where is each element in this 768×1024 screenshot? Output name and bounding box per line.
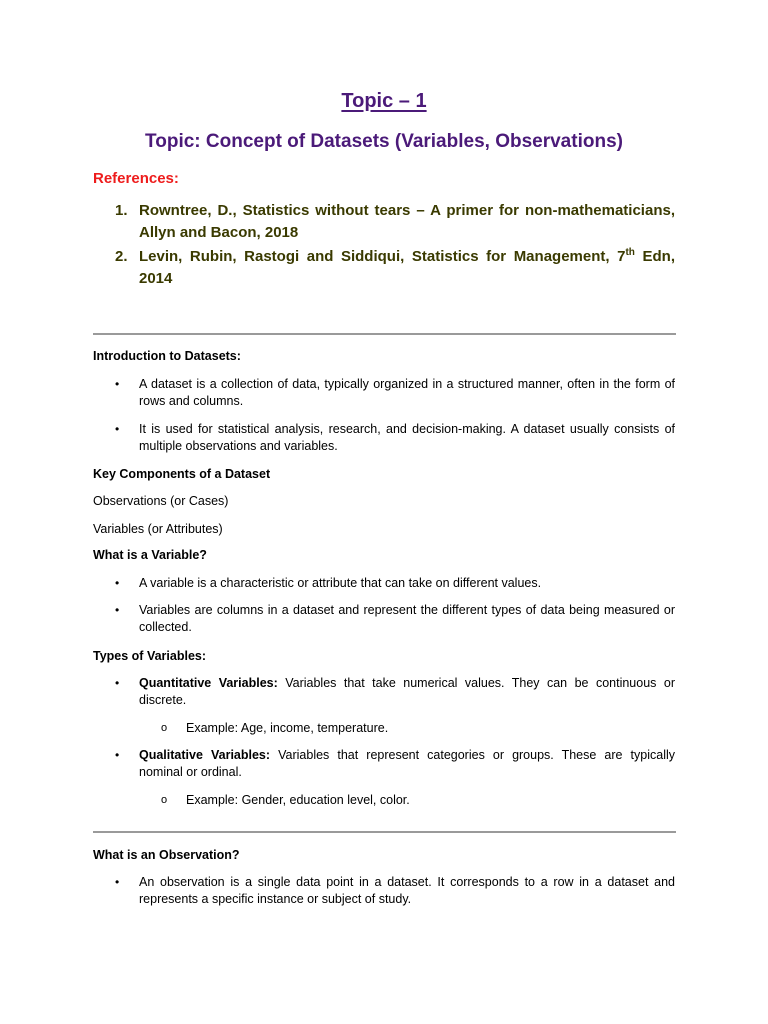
reference-number: 1. [115,202,128,219]
bullet-item [93,675,675,709]
reference-text [139,248,675,287]
bullet-text: An observation is a single data point in a dataset. It corresponds to a row in a dataset and represents a specific instance or subject of study. [139,875,675,906]
sub-bullet-item [139,792,675,809]
component-item: Variables (or Attributes) [93,522,223,536]
reference-item [93,200,675,244]
reference-superscript: th [625,247,635,258]
sub-bullet-marker: o [161,794,168,806]
bullet-text [139,747,675,781]
bullet-text: A variable is a characteristic or attribute that can take on different values. [139,576,542,590]
intro-heading: Introduction to Datasets: [93,349,241,363]
bullet-marker: • [115,377,120,391]
bullet-marker: • [115,576,120,590]
page-title: Topic – 1 [341,90,427,112]
bullet-text: Variables are columns in a dataset and represent the different types of data being measured or collected. [139,603,675,634]
bullet-marker: • [115,748,120,762]
sub-bullet-item [139,720,675,737]
types-heading: Types of Variables: [93,649,207,663]
reference-item [93,246,675,290]
observation-heading: What is an Observation? [93,848,240,862]
example-text: Example: Gender, education level, color. [186,793,410,807]
bullet-item [93,747,675,781]
references-list [93,200,675,292]
reference-number: 2. [115,248,128,265]
component-item: Observations (or Cases) [93,494,229,508]
bullet-item [93,575,675,592]
bullet-item [93,421,675,455]
bullet-marker: • [115,422,120,436]
page-subtitle: Topic: Concept of Datasets (Variables, Observations) [145,131,623,152]
term-label: Qualitative Variables: [139,748,271,762]
bullet-item [93,602,675,636]
term-description: Variables that take numerical values. They can be continuous or discrete. [139,676,675,707]
references-heading: References: [93,170,179,187]
sub-bullet-marker: o [161,722,168,734]
variable-heading: What is a Variable? [93,548,207,562]
bullet-marker: • [115,676,120,690]
bullet-item [93,376,675,410]
term-label: Quantitative Variables: [139,676,278,690]
bullet-marker: • [115,875,120,889]
term-description: Variables that represent categories or groups. These are typically nominal or ordinal. [139,748,675,779]
section-divider [93,831,676,833]
reference-text-part: Edn, 2014 [139,248,675,287]
bullet-marker: • [115,603,120,617]
bullet-text: A dataset is a collection of data, typically organized in a structured manner, often in the form of rows and columns. [139,377,675,408]
bullet-text [139,675,675,709]
bullet-item [93,874,675,908]
section-divider [93,333,676,335]
reference-text-part: Levin, Rubin, Rastogi and Siddiqui, Statistics for Management, 7 [139,248,626,265]
components-heading: Key Components of a Dataset [93,467,271,481]
bullet-text: It is used for statistical analysis, research, and decision-making. A dataset usually consists of multiple observations and variables. [139,422,675,453]
reference-text: Rowntree, D., Statistics without tears – A primer for non-mathematicians, Allyn and Bacon, 2018 [139,202,675,241]
example-text: Example: Age, income, temperature. [186,721,389,735]
